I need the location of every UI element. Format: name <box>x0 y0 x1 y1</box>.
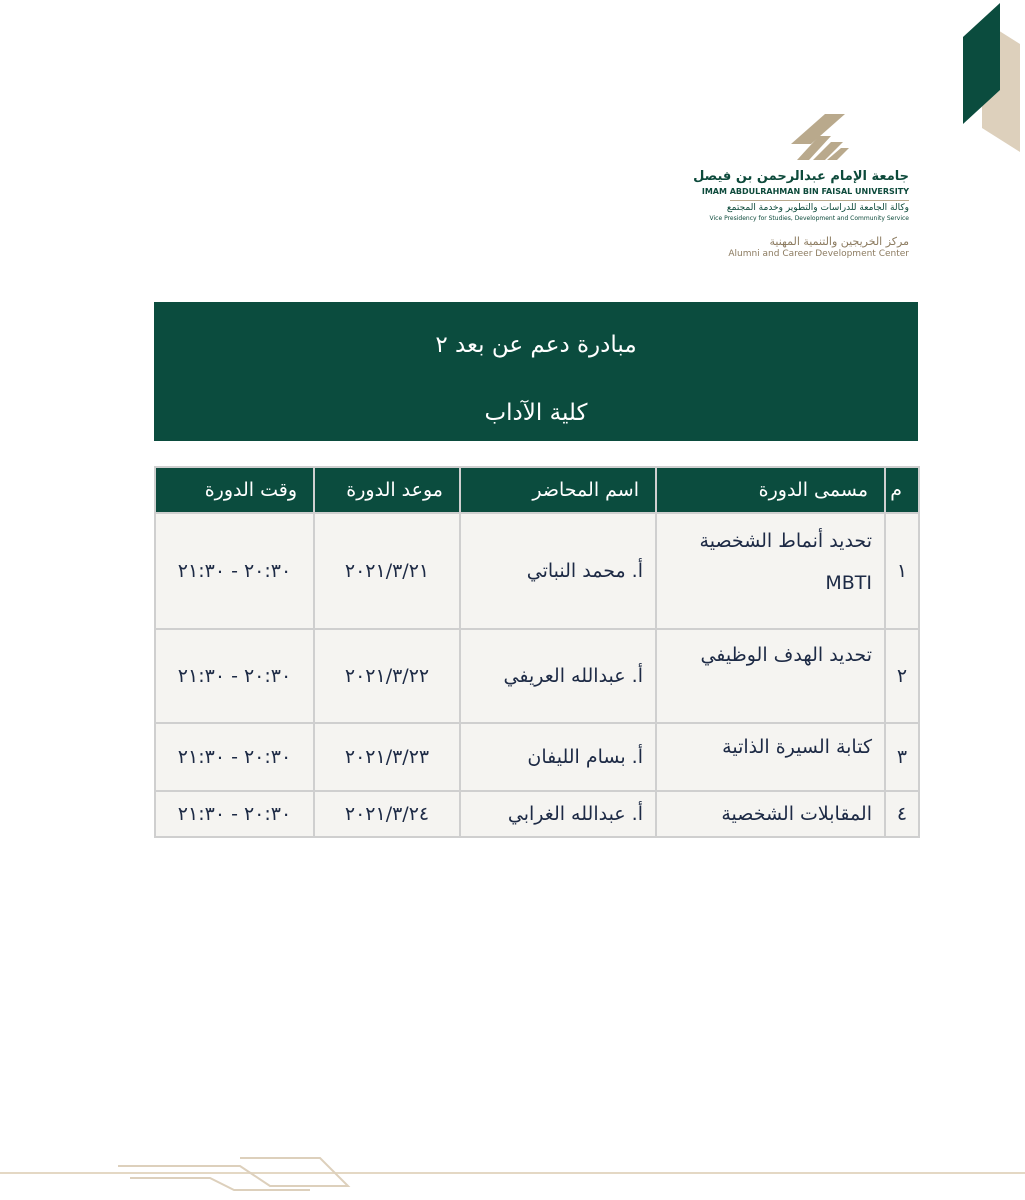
university-name-en: IMAM ABDULRAHMAN BIN FAISAL UNIVERSITY <box>701 187 909 196</box>
table-row <box>155 791 919 837</box>
row-number: ١ <box>885 513 919 629</box>
schedule-table <box>154 466 920 838</box>
lecturer-name: أ. عبدالله الغرابي <box>460 791 656 837</box>
table-row <box>155 723 919 791</box>
course-date: ٢٠٢١/٣/٢٤ <box>314 791 460 837</box>
title-banner <box>154 302 918 441</box>
header-date: موعد الدورة <box>314 467 460 513</box>
university-name-ar: جامعة الإمام عبدالرحمن بن فيصل <box>693 169 909 184</box>
table-header-row <box>155 467 919 513</box>
row-number: ٢ <box>885 629 919 723</box>
lecturer-name: أ. محمد النباتي <box>460 513 656 629</box>
course-name: كتابة السيرة الذاتية <box>656 723 885 791</box>
course-date: ٢٠٢١/٣/٢٣ <box>314 723 460 791</box>
course-name: تحديد الهدف الوظيفي <box>656 629 885 723</box>
table-row <box>155 513 919 629</box>
university-emblem-icon <box>787 110 851 168</box>
lecturer-name: أ. عبدالله العريفي <box>460 629 656 723</box>
vice-presidency-ar: وكالة الجامعة للدراسات والتطوير وخدمة المجتمع <box>726 203 909 213</box>
center-name-ar: مركز الخريجين والتنمية المهنية <box>769 235 909 248</box>
header-lecturer: اسم المحاضر <box>460 467 656 513</box>
footer-decoration <box>110 1152 360 1192</box>
course-name: تحديد أنماط الشخصية MBTI <box>656 513 885 629</box>
table-row <box>155 629 919 723</box>
logo-divider <box>730 200 909 201</box>
course-time: ٢٠:٣٠ - ٢١:٣٠ <box>155 791 314 837</box>
header-time: وقت الدورة <box>155 467 314 513</box>
header-course-name: مسمى الدورة <box>656 467 885 513</box>
course-time: ٢٠:٣٠ - ٢١:٣٠ <box>155 513 314 629</box>
center-name-en: Alumni and Career Development Center <box>728 249 909 259</box>
course-date: ٢٠٢١/٣/٢٢ <box>314 629 460 723</box>
university-logo <box>693 110 915 270</box>
vice-presidency-en: Vice Presidency for Studies, Development and Community Service <box>709 215 909 222</box>
header-number: م <box>885 467 919 513</box>
corner-decoration <box>955 0 1025 160</box>
row-number: ٣ <box>885 723 919 791</box>
row-number: ٤ <box>885 791 919 837</box>
course-name: المقابلات الشخصية <box>656 791 885 837</box>
course-time: ٢٠:٣٠ - ٢١:٣٠ <box>155 629 314 723</box>
course-date: ٢٠٢١/٣/٢١ <box>314 513 460 629</box>
course-time: ٢٠:٣٠ - ٢١:٣٠ <box>155 723 314 791</box>
lecturer-name: أ. بسام الليفان <box>460 723 656 791</box>
banner-title: مبادرة دعم عن بعد ٢ <box>435 332 637 358</box>
banner-subtitle: كلية الآداب <box>484 400 588 426</box>
